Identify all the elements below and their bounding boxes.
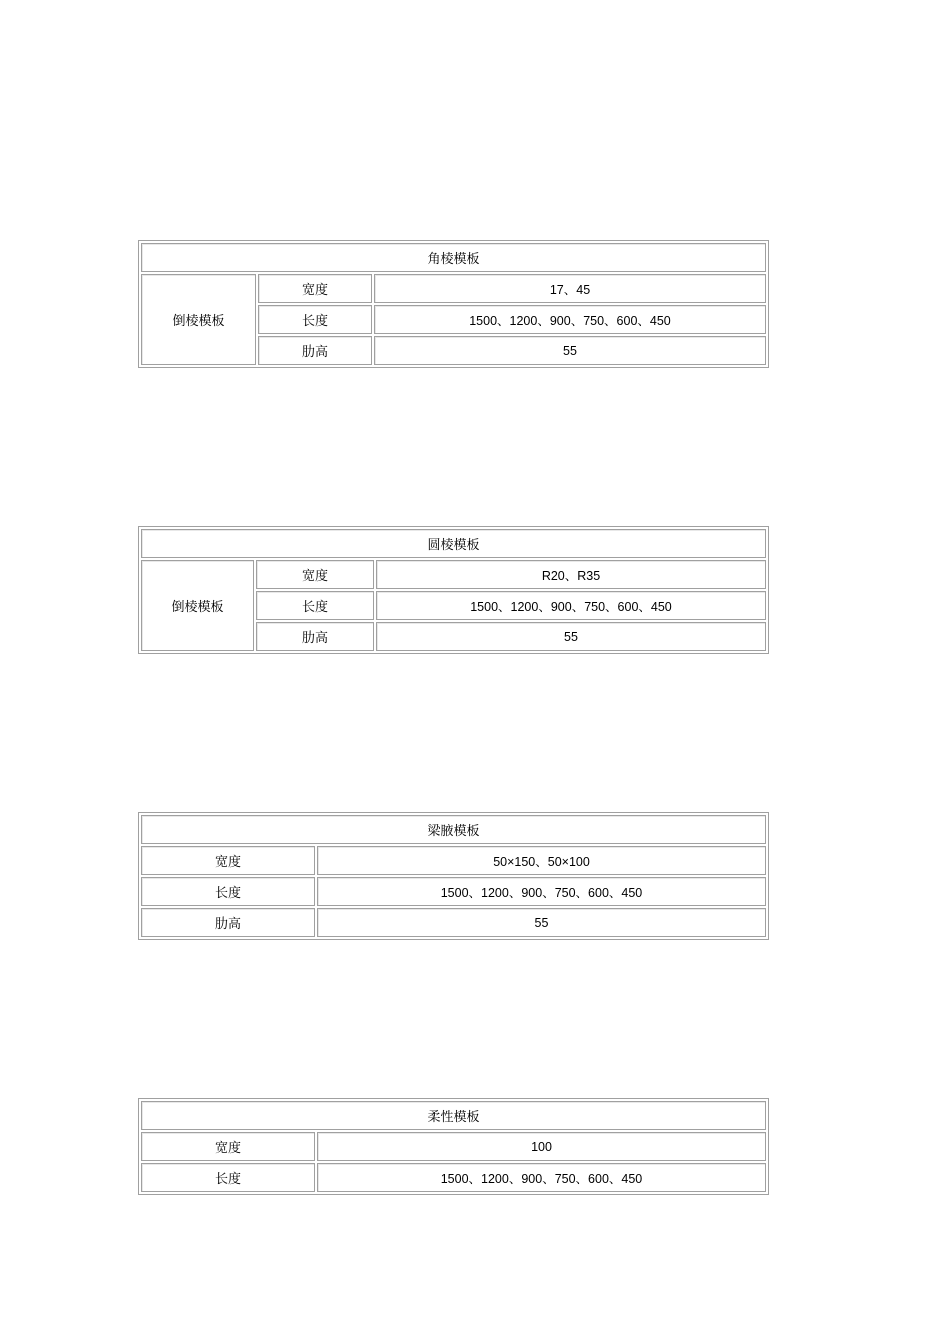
row-label: 宽度: [141, 846, 315, 875]
table-row: [141, 908, 766, 937]
spec-table-flexible: [138, 1098, 769, 1195]
table-title: 圆棱模板: [141, 529, 766, 558]
row-value: 1500、1200、900、750、600、450: [374, 305, 766, 334]
spec-table-corner-edge: [138, 240, 769, 368]
table-header-row: [141, 529, 766, 558]
table-row: [141, 274, 766, 303]
row-value: 100: [317, 1132, 766, 1161]
table-row: [141, 877, 766, 906]
table-row: [141, 846, 766, 875]
row-label: 长度: [141, 877, 315, 906]
row-label: 肋高: [256, 622, 374, 651]
row-value: 1500、1200、900、750、600、450: [376, 591, 766, 620]
row-label: 长度: [141, 1163, 315, 1192]
table-header-row: [141, 243, 766, 272]
row-label: 肋高: [258, 336, 372, 365]
row-value: 55: [376, 622, 766, 651]
row-label: 长度: [256, 591, 374, 620]
row-label: 宽度: [256, 560, 374, 589]
row-value: 1500、1200、900、750、600、450: [317, 1163, 766, 1192]
table-title: 柔性模板: [141, 1101, 766, 1130]
row-value: 55: [317, 908, 766, 937]
row-value: 17、45: [374, 274, 766, 303]
table-header-row: [141, 815, 766, 844]
row-label: 宽度: [258, 274, 372, 303]
table-row: [141, 1132, 766, 1161]
group-label: 倒棱模板: [141, 274, 256, 365]
row-value: 55: [374, 336, 766, 365]
table-title: 角棱模板: [141, 243, 766, 272]
row-value: 50×150、50×100: [317, 846, 766, 875]
row-value: 1500、1200、900、750、600、450: [317, 877, 766, 906]
table-title: 梁腋模板: [141, 815, 766, 844]
spec-table-beam-haunch: [138, 812, 769, 940]
table-header-row: [141, 1101, 766, 1130]
row-value: R20、R35: [376, 560, 766, 589]
row-label: 肋高: [141, 908, 315, 937]
spec-table-round-edge: [138, 526, 769, 654]
row-label: 长度: [258, 305, 372, 334]
group-label: 倒棱模板: [141, 560, 254, 651]
table-row: [141, 560, 766, 589]
table-row: [141, 1163, 766, 1192]
row-label: 宽度: [141, 1132, 315, 1161]
